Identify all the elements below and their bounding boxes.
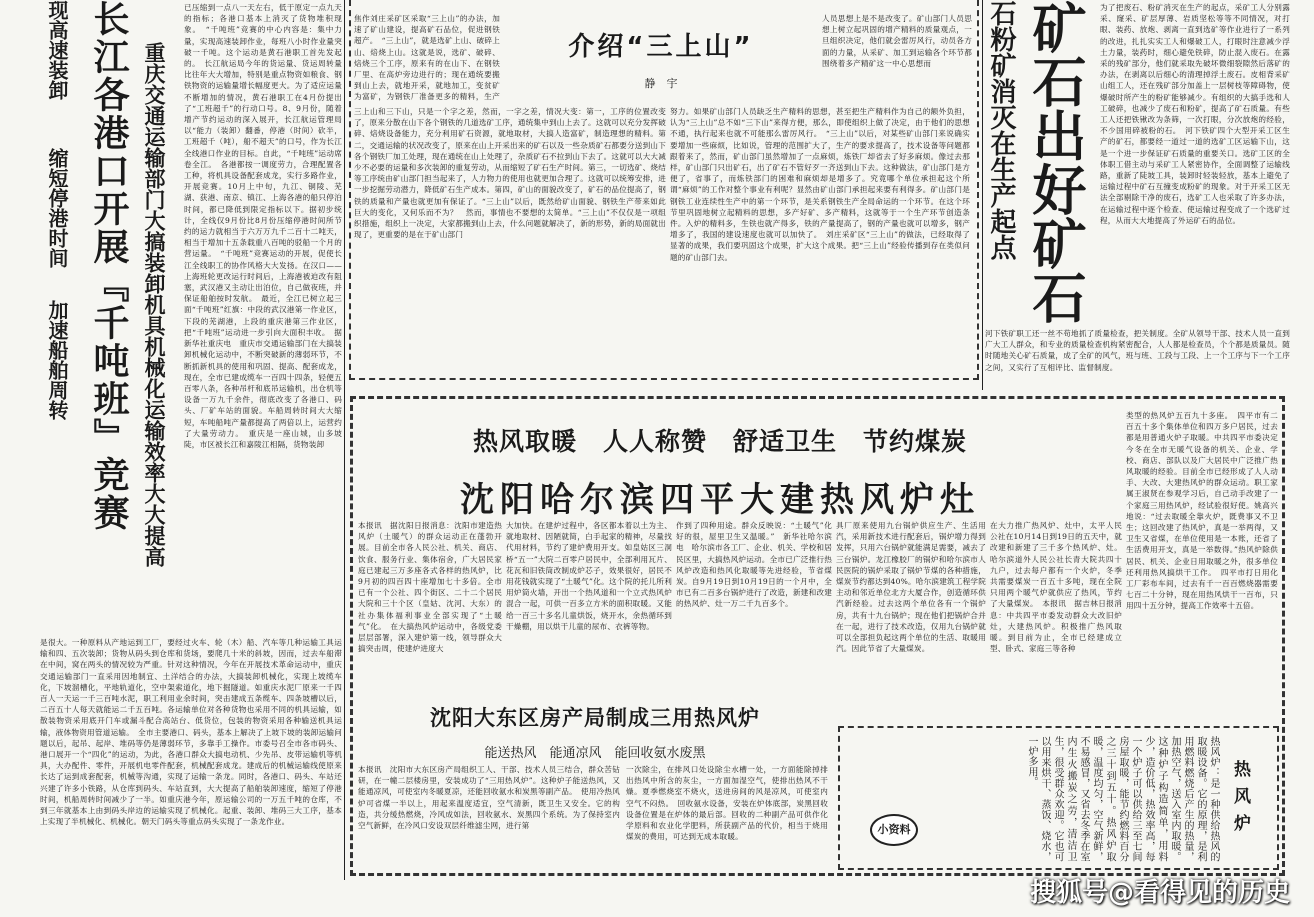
- kuangshi-title: 矿石出好矿石: [1024, 0, 1087, 324]
- hotair-body-col2: 大加快。在建炉过程中，各区都本着以土为主、就地取材、因陋就简，白手起家的精神，尽量找代用材料，节约了建炉费用开支。如皇姑区三洞桥“五一”大院二百零户居民中，全部利用瓦片、花瓦和旧铁筒改制成炉芯子，效果很好，居民不用花钱就实现了“土暖气”化。这个院的托儿所利用炉筒火墙，开出一个热风道和一个立式热风炉混合一起，可供一百多立方米的面积取暖。又能给一百三十多名儿童烘饭，烧开水，余热循环到干燥棚，用以烘干儿童的尿布、衣裤等物。: [506, 521, 672, 631]
- sanshangshan-intro: 焦作刘庄采矿区采取“三上山”的办法，加速了矿山建设，提高矿石品位，促进钢铁超产。 “三上山”，就是选矿上山、破碎上山、焙烧上山。这就是说，选矿、破碎、焙烧三个工序，原来有的在山下、在钢铁厂里、在高炉旁边进行的；现在通统要搬到山上去，就地开采，就地加工，变贫矿为富矿，为钢铁厂准备更多的精料，生产: [354, 14, 500, 102]
- rightcol-body: 类型的热风炉五百九十多座。 四平市有二百五十多个集体单位和四万多户居民，过去都是用普通火炉子取暖。中共四平市委决定今冬在全市无暖气设备的机关、企业、学校、商店、部队以及广大居民中广泛推广热风取暖的经验。目前全市已经形成了人人动手、大改、大建热风炉的群众运动。职工家属王淑贤在参观学习后，自己动手改建了一个家庭三用热风炉，经试验很好使。姚高兴地说：“过去取暖全靠火炉，既费事又不卫生；这回改建了热风炉，真是一举两得，又卫生又省煤，在单位使用是一本账，还省了生活费用开支，真是一举数得。”热风炉除供居民、机关、企业日用取暖之外，很多单位还利用热风搞烘干工作。 四平市打日用化工厂彩布车间，过去有千一百百燃烧器需要七百二十分钟，现在用热风烘干一百布，只用四十五分钟，提高工作效率十五倍。: [1126, 411, 1278, 611]
- xiaoziliao-text: 热风炉：是一种供给热风的取暖设备。它的原理，是利用燃料燃烧后产生的热量，加热空气，送入室内取暖。这种炉子构造简单，用料少，造价低，热效率高，每一个炉子可以供给三至七间房屋取暖，能节约燃料百分之三十到五十。热风炉取暖，温度均匀，空气新鲜，不易感冒，又省去冬季在室内生火搬炭之劳，清洁卫生，很受群众欢迎。它也可以用来烘干、蒸饭、烧水，一炉多用。: [1026, 736, 1219, 862]
- vertical-rule-right: [982, 0, 983, 390]
- dadong-header: [360, 694, 830, 760]
- xiaoziliao-title: 热风炉: [1230, 760, 1250, 841]
- yangtze-body-col1: 已压缩到一点八一天左右，低于原定一点九天的指标；各港口基本上消灭了货物堆积现象。 “千吨班”竞赛的中心内容是：集中力量，实现高速装卸作业，每班八小时作业量突破一千吨。这个运动是黄石港职工首先发起的。 长江航运局今年的货运量、货运周转量比往年大大增加，特别是重点物资如粮食、钢铁物资的运输量增长幅度更大。为了适应运量不断增加的情况，黄石港职工在4月份提出了“工班超千”的行动口号。8、9月份，随着增产节约运动的深入展开，长江航运管理局以“能力（装卸）翻番，停港（时间）砍半，工班超千（吨），船不超天”的口号，作为长江全线港口作业的目标。自此，“千吨班”运动席卷全江。 各港都按一调度劳力，合理配置各工种，将机具设备配套成龙，实行多路作业，开展竞赛。10月上中旬，九江、铜陵、芜湖、获港、南京、镇江、上海各港的船只停泊时间，都已降低到限定指标以下。据初步统计，全线仅9月份比8月份压缩停港时间所节约的运力就相当于六万万九千二百十二吨天，相当于增加十五条载重八百吨的驳船一个月的营运量。 “千吨班”竞赛运动的开展，促使长江全线职工的协作风格大大发扬。在汉口——上海班轮更改运行时间后，上海港被迫改有阻塞，武汉港又主动让出泊位，自己做夜班，并保证船舶按时发航。 最近，全江已树立起三面“千吨班”红旗：中段的武汉港第一作业区，下段的芜湖港，上段的重庆港第三作业区，把“千吨班”运动进一步引向大面积丰收。 据新华社重庆电 重庆市交通运输部门在大搞装卸机械化运动中，不断突破新的薄弱环节，不断抓新机具的使用和巩固、提高、配套成龙，现在，全市已建成缆车一百四十四条，轻便五百零八条，各种吊杆和底吊运输机，出仓机等设备一万九千余件，彻底改变了各港口、码头、厂矿车站的面貌。车船周转时间大大缩短，车吨船吨产量都提高了两倍以上，运营约了大量劳动力。 重庆是一座山城，山多坡陡，市区被长江和嘉陵江相隔，货物装卸: [184, 3, 342, 449]
- xiaoziliao-badge: 小资料: [870, 814, 918, 846]
- sanshangshan-author: 静 宇: [644, 77, 678, 90]
- sanshangshan-title-box: [505, 6, 817, 102]
- hotair-body-col5: 在大力推广热风炉、灶中，太平人民公社在10月14日到19日的五天中，就改建和新建了三千多个热风炉、灶。哈尔滨道外人民公社长青大院共四十九户，过去每户都有一个火炉，冬季共需要煤炭一百五十多吨，现在全院只用两个暖气炉就供应了热风，节约了大量煤炭。 本报讯 据吉林日报消息：中共四平市委发动群众大改旧炉灶，大建热风炉。积极推广热风取暖。到目前为止，全市已经建成立型、卧式、家庭三等各种: [990, 521, 1122, 654]
- yangtze-body-col2: 是很大。一种原料从产地运到工厂，要经过火车、轮（木）船、汽车等几种运输工具运输和四、五次装卸；货物从码头到仓库和货场，要爬几十米的斜坡，因而，过去车船滞在中间，窝在两头的情况较为严重。针对这种情况，今年在开展技术革命运动中，重庆交通运输部门一直采用因地制宜、土洋结合的办法，大搞装卸机械化，实现上坡缆车化，下坡溜槽化，平地轨道化，空中架索道化，地下掘隧道。如重庆水泥厂原来一千四百人一天运一千三百吨水泥，职工利用业余时间，突击建成五条缆车、四条坡槽以后，二百五十人每天就能运二千五百吨。各运输单位对各种货物也采用不同的机具运输，如散装物资采用底开门车或漏斗配合高站台、低货位，包装的物资采用各种输送机具运输，液体物资用管道运输。 全市主要港口、码头，基本上解决了上坡下坡的装卸运输问题以后，起吊、起岸、堆码等仍是薄弱环节，多靠手工操作。市委号召全市各市码头、港口展开一个“四化”的运动，为此，各港口群众大搞电动机、少先吊、皮带运输机等机具，大办配件、零件，开展机电零件配套，机械配套成龙。建成后的机械运输线使原来长达了运到成套配套，机械等沟通，实现了运输一条龙。同时，各港口、码头、车站还兴建了许多小铁路，从仓库到码头、车站直到，大大提高了船舶装卸速度，缩短了停港时间，机船周转时间减少了一半。如重庆港今年，原运输公司的一万五千吨的仓库，不到三年就基本上由到码头岸边的运输实现了机械化。起重、装卸、堆码三大工序，基本上实现了半机械化、机械化。朝天门码头等重点码头实现了一条龙作业。: [40, 638, 342, 827]
- dadong-body-col1: 本报讯 沈阳市大东区房产局组织工人、干部、技术人员三结合，群众苦钻研，在一幢二层楼房里，安装成功了“三用热风炉”。这种炉子能送热风，又能通凉风，可使室内冬暖夏凉，还能回收氨水和炭黑等副产品。 使用冷热风炉可省煤一半以上，用起来温度适宜，空气清新，既卫生又安全。它的构造，共分缓热燃烧，冷风成如法，回收氨水、炭黑四个系统。为了保持室内空气新鲜，在冷风口安设双层纤维滤尘网，进行第: [358, 765, 620, 831]
- hotair-body-col3: 作到了四种用途。群众反映说：“土暖气”化好的很，屋里卫生又温暖。” 新华社哈尔滨电 哈尔滨市各工厂、企业、机关、学校和居民区里，大搞热风炉运动。全市已广泛推行热风炉改造和热风化取暖等先进经验，节省煤炭。自9月19日到10月19日的一个月中，全市已有二百多台锅炉进行了改造，新建和改建的热风炉、灶一万二千九百多个。: [676, 521, 832, 609]
- hotair-body-col1: 本报讯 据沈阳日报消息：沈阳市建造热风炉（土暖气）的群众运动正在蓬勃开展。目前全市各人民公社、机关、商店、饮食、服务行业、集体宿舍，广大居民家庭已建起三万多座各式各样的热风炉，比9月初的四百四十座增加七十多倍。全市已有一个公社、四个街区、二十二个居民大院和三十个区（皇姑、沈河、大东）的社办集体福利事业全部实现了“土暖气”化。 在大搞热风炉运动中，各级党委层层部署，深入建炉第一线，领导群众大搞突击周，使建炉进度大: [358, 521, 502, 654]
- kuangshi-body-col2: 河下铁矿职工还一丝不苟地抓了质量检查，把关制度。全矿从领导干部、技术人员一直到广大工人群众，和专业的质量检查机构紧密配合，人人都是检查员，个个都是质量员。随时随地关心矿石质量，成了全矿的风气，班与班、工段与工段、上一个工序与下一个工序之间，又实行了互相评比、监督制度。: [985, 329, 1290, 372]
- yangtze-subtitle: 重庆交通运输部门大搞装卸机具机械化运输效率大大提高: [142, 42, 166, 567]
- dadong-title: 沈阳大东区房产局制成三用热风炉: [430, 706, 760, 730]
- left-headline-3: 加速船舶周转: [45, 300, 69, 420]
- sanshangshan-col-a: 三上山和三下山，只是一个字之差，然而，一字之差，情况大变：第一，工序的位置改变了，原来分散在山下各个钢铁的几道选矿工序，通统集中到山上去了。这就可以充分发挥破碎、焙烧设备能力，充分利用矿石资源，就地取材，大搞人造富矿，制造理想的精料。第二，交通运输的状况改变了，原来在山上开采出来的矿石以及一些杂质矿石都要分送到山下各个钢铁厂加工处理，现在通统在山上处理了，杂质矿石不拉到山下去了。这就可以大大减少不必要的运量和多次装卸的重复劳动，从而缩短了矿石生产时间。第三，一切选矿、烧结等工序统由矿山部门担当起来了，人力物力的使用也就更加合理了。这就可以统筹安排，进一步挖掘劳动潜力，降低矿石生产成本。第四，矿山的面貌改变了，矿石的品位提高了，钢铁的质量和产量也就更加有保证了。“三上山”以后，既然给矿山面貌、钢铁生产带来如此巨大的变化，又何乐而不为？ 然而，事情也不要想的太简单。“三上山”不仅仅是一项组织措施，组织上一决定，大家都搬到山上去，什么问题就解决了，新的形势，新的局面就出现了，更重要的是在于矿山部门: [354, 107, 666, 240]
- left-headline-1: 现高速装卸: [45, 0, 69, 100]
- yangtze-title: 长江各港口开展『千吨班』竞赛: [88, 0, 129, 532]
- sanshangshan-col-c: 人员思想上是不是改变了。矿山部门人员思想上树立起巩固的增产精料的质量观点，一旦组织决定，他们就会雷厉风行，动员各方面的力量，从采矿、加工到运输各个环节都围绕着多产精矿这一中心思想而: [822, 14, 972, 68]
- dadong-body-col2: 一次除尘，在排风口处设除尘水槽一处，一方面能除掉排出热风中所含的灰尘，一方面加湿空气，使排出热风不干燥。夏季燃烧室不烧火，送进房间的风是凉风，可使室内空气不闷热。 回收氨水设备，安装在炉体底部，炭黑回收设备位置是在炉体的最后部。回收的二种副产品可供作化学原料和农业化学肥料，所获副产品的代价，相当于烧用煤炭的费用，可达到无成本取暖。: [626, 765, 828, 842]
- hotair-headline-2: 沈阳哈尔滨四平大建热风炉灶: [460, 480, 980, 520]
- left-headline-2: 缩短停港时间: [45, 148, 69, 268]
- kuangshi-body-col1: 为了把废石、粉矿消灭在生产的起点，采矿工人分别露采、窿采、矿层厚薄、岩质坚松等等不同情况，对打眼、装药、放炮、剥离一直到选矿等作业进行了一系列的改进，扎扎实实工人和爆破工人，打眼时注意减少浮土力量，装药时，细心避免铁碎，防止混入废石。在露采的残矿部分，他们就采取先破坏微细裂隙然后落矿的办法，在剥离以后细心的清理掉浮土废石。皮相背采矿山组工人，还在残矿部分加盖上一层树枝等障碍物，使爆破时所产生的粉矿能够减少。有组织的大搞手选和人工破碎，也减少了废石和粉矿，提高了矿石质量。有些工人还把铁锹改为条筛，一次打眼，分次放炮的经验，不少国用碎被粉的石。 河下铁矿四个大型开采工区生产的矿石，都要经一道过一道的选矿工区运输下山，这是一个进一步保证矿石质量的重要关口。选矿工区的全体职工借主动与采矿工人紧密协作，全面调整了运输线路，重新了陡坡工具，装卸时轻装轻放，基本上避免了运输过程中矿石互撞变成粉矿的现象。对于开采工区无法全部剔除干净的废石，选矿工人也采取了许多办法，在运输过程中逐个检查、使运输过程变成了一个选矿过程，从而大大地提高了外运矿石的品位。: [1100, 3, 1290, 225]
- hotair-body-col4: 具厂原来使用九台锅炉供应生产、生活用汽，采用新技术进行配套后，锅炉增力得到发挥，只用六台锅炉就能满足需要，减去了三台锅炉。龙江橡胶厂的锅炉和哈尔滨市人民医院的锅炉采取了锅炉节煤的各种措施，煤炭节约都达到40%。哈尔滨建筑工程学院主动和邻近单位北方大厦合作，创造循环供汽新经验。过去这两个单位各有一个锅炉房，共有十九台锅炉；现在他们把锅炉合并在一起，进行了技术改造，仅用九台锅炉就可以全部担负起这两个单位的生活、取暖用汽。因此节省了大量煤炭。: [836, 521, 986, 654]
- vertical-rule-left: [344, 0, 345, 880]
- hotair-header: [360, 404, 1080, 520]
- hotair-headline-1: 热风取暖 人人称赞 舒适卫生 节约煤炭: [472, 427, 967, 456]
- watermark-text: 搜狐号@看得见的历史: [1030, 878, 1291, 908]
- dadong-subtitle: 能送热风 能通凉风 能回收氨水废黑: [484, 746, 706, 761]
- kuangshi-subtitle: 石粉矿消灭在生产起点: [986, 0, 1016, 260]
- sanshangshan-col-b: 努力。如果矿山部门人员缺乏生产精料的思想，甚至把生产精料作为自己的额外负担，认为“三上山”总不如“三下山”来得方便，那么，即使组织上做了决定，由于他们的思想不通，执行起来也就不可能那么雷厉风行。 “三上山”以后，对某些矿山部门来说确实要增加一些麻烦，比如说，管理的范围扩大了，生产的要求提高了，技术设备等问题都跟着来了，然而，矿山部门虽然增加了一点麻烦，炼铁厂却省去了好多麻烦。像过去那样，矿山部门只出矿石，出了矿石不管好歹一齐送到山下去。这种做法，矿山部门是方便了，省事了，而炼铁部门的困难和麻烦却是增多了。究竟哪个单位承担起这个所谓“麻烦”的工作对整个事业有利呢？显然由矿山部门承担起来要有利得多。矿山部门是钢铁工业连续性生产中的第一个环节，是关系钢铁生产全局命运的一个环节。在这个环节里巩固地树立起精料的思想，多产好矿、多产精料，这就等于一个生产环节创造条件。入炉的精料多，生铁也就产得多，铁的产量提高了，钢的产量也就可以增多，钢产增多了，我国的建设速度也就可以加快了。 刘庄采矿区“三上山”的做法，已经取得了显著的成果，我们要巩固这个成果，扩大这个成果。把“三上山”经验传播到存在类似问题的矿山部门去。: [670, 107, 970, 262]
- sanshangshan-title: 介绍“三上山”: [568, 32, 754, 62]
